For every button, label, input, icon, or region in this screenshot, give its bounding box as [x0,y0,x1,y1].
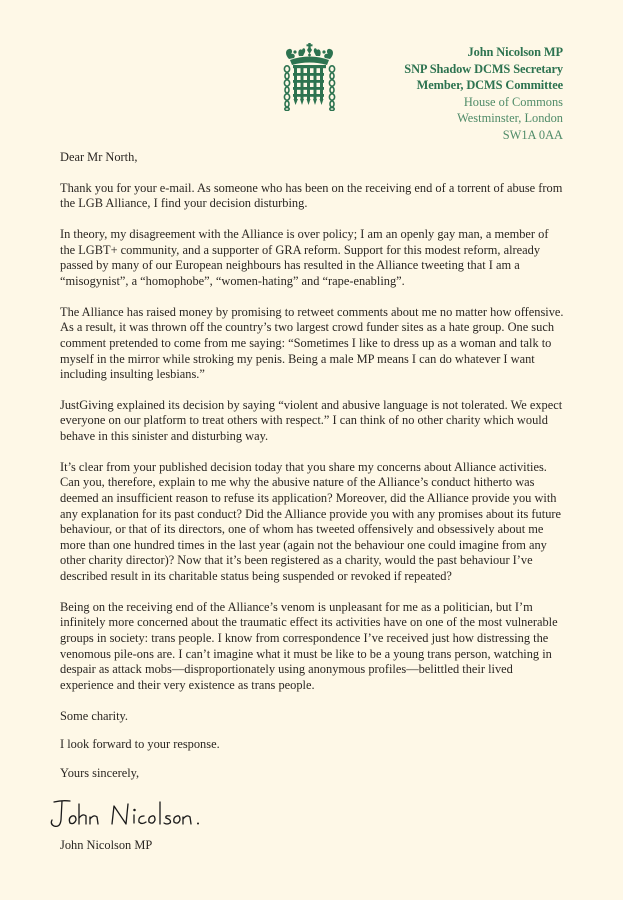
mp-name: John Nicolson MP [467,45,563,59]
letter-body [60,150,565,794]
paragraph: The Alliance has raised money by promising to retweet comments about me no matter how offensive. As a result, it was thrown off the country’s two largest crowd funder sites as a hate group. One such comment pretended to come from me saying: “Sometimes I like to dress up as a woman and talk to myself in the mirror while stroking my penis. Being a male MP means I can do whatever I want including insulting lesbians.” [60,304,564,382]
mp-committee: Member, DCMS Committee [416,78,563,93]
address-line-2: Westminster, London [457,111,563,126]
paragraph: Thank you for your e-mail. As someone who has been on the receiving end of a torrent of abuse from the LGB Alliance, I find your decision disturbing. [60,180,563,211]
salutation: Dear Mr North, [60,150,138,164]
address-postcode: SW1A 0AA [502,127,563,142]
address-line-1: House of Commons [463,94,563,109]
paragraph: I look forward to your response. [60,737,220,752]
paragraph: JustGiving explained its decision by saying “violent and abusive language is not tolerated. We expect everyone on our platform to treat others with respect.” I can think of no other charity which would behave in this sinister and disturbing way. [60,397,563,444]
closing: Yours sincerely, [60,765,140,780]
letterhead [404,44,563,144]
mp-role: SNP Shadow DCMS Secretary [404,61,563,76]
portcullis-crown-icon [281,43,338,111]
handwritten-signature-icon [46,796,206,836]
paragraph: Some charity. [60,708,129,723]
paragraph: In theory, my disagreement with the Alliance is over policy; I am an openly gay man, a member of the LGBT+ community, and a supporter of GRA reform. Support for this modest reform, already passed by many of our European neighbours has resulted in the Alliance tweeting that I am a “misogynist”, a “homophobe”, “women-hating” and “rape-enabling”. [60,227,549,288]
paragraph: It’s clear from your published decision today that you share my concerns about Alliance activities. Can you, therefore, explain to me why the abusive nature of the Alliance’s conduct hitherto was deemed an insufficient reason to refuse its application? Moreover, did the Alliance provide you with any explanation for its past conduct? Did the Alliance provide you with any promises about its future behaviour, or that of its directors, one of whom has tweeted offensively and obsessively about me more than one hundred times in the last year (again not the behaviour one could imagine from any other charity director)? Now that it’s been registered as a charity, would the past behaviour I’ve described result in its charitable status being suspended or revoked if repeated? [60,459,562,583]
signoff-name: John Nicolson MP [60,838,153,852]
paragraph: Being on the receiving end of the Alliance’s venom is unpleasant for me as a politician, but I’m infinitely more concerned about the traumatic effect its activities have on one of the most vulnerable groups in society: trans people. I know from correspondence I’ve received just how distressing the venomous pile-ons are. I can’t imagine what it must be like to be a young trans person, watching in despair as attack mobs—disproportionately using anonymous profiles—belittled their lived experience and their very existence as trans people. [60,599,558,692]
